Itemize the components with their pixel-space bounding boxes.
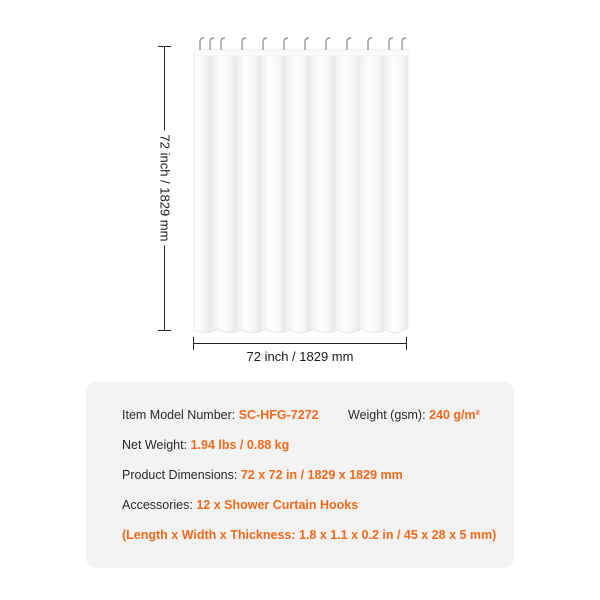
spec-net-weight-label: Net Weight: [122,438,188,452]
spec-dimensions-value: 72 x 72 in / 1829 x 1829 mm [240,468,403,482]
spec-accessories-value: 12 x Shower Curtain Hooks [196,498,359,512]
spec-net-weight-value: 1.94 lbs / 0.88 kg [190,438,290,452]
shower-curtain-image [190,36,412,341]
height-label: 72 inch / 1829 mm [158,131,173,246]
spec-accessories-row [122,498,358,512]
spec-net-weight-row [122,438,289,452]
height-dimension-line [150,46,180,331]
spec-weight-row [348,408,480,422]
spec-dimensions-label: Product Dimensions: [122,468,238,482]
width-dimension-line [193,336,407,350]
spec-model-value: SC-HFG-7272 [238,408,319,422]
spec-model-row [122,408,319,422]
spec-model-label: Item Model Number: [122,408,236,422]
spec-panel [86,382,514,568]
width-label: 72 inch / 1829 mm [246,349,354,364]
curtain-graphic [190,36,412,341]
spec-accessories-label: Accessories: [122,498,193,512]
spec-weight-label: Weight (gsm): [348,408,426,422]
curtain-hooks [200,38,406,50]
spec-weight-value: 240 g/m² [429,408,480,422]
spec-dimensions-row [122,468,403,482]
spec-hook-dimensions: (Length x Width x Thickness: 1.8 x 1.1 x 0.2 in / 45 x 28 x 5 mm) [122,528,497,542]
